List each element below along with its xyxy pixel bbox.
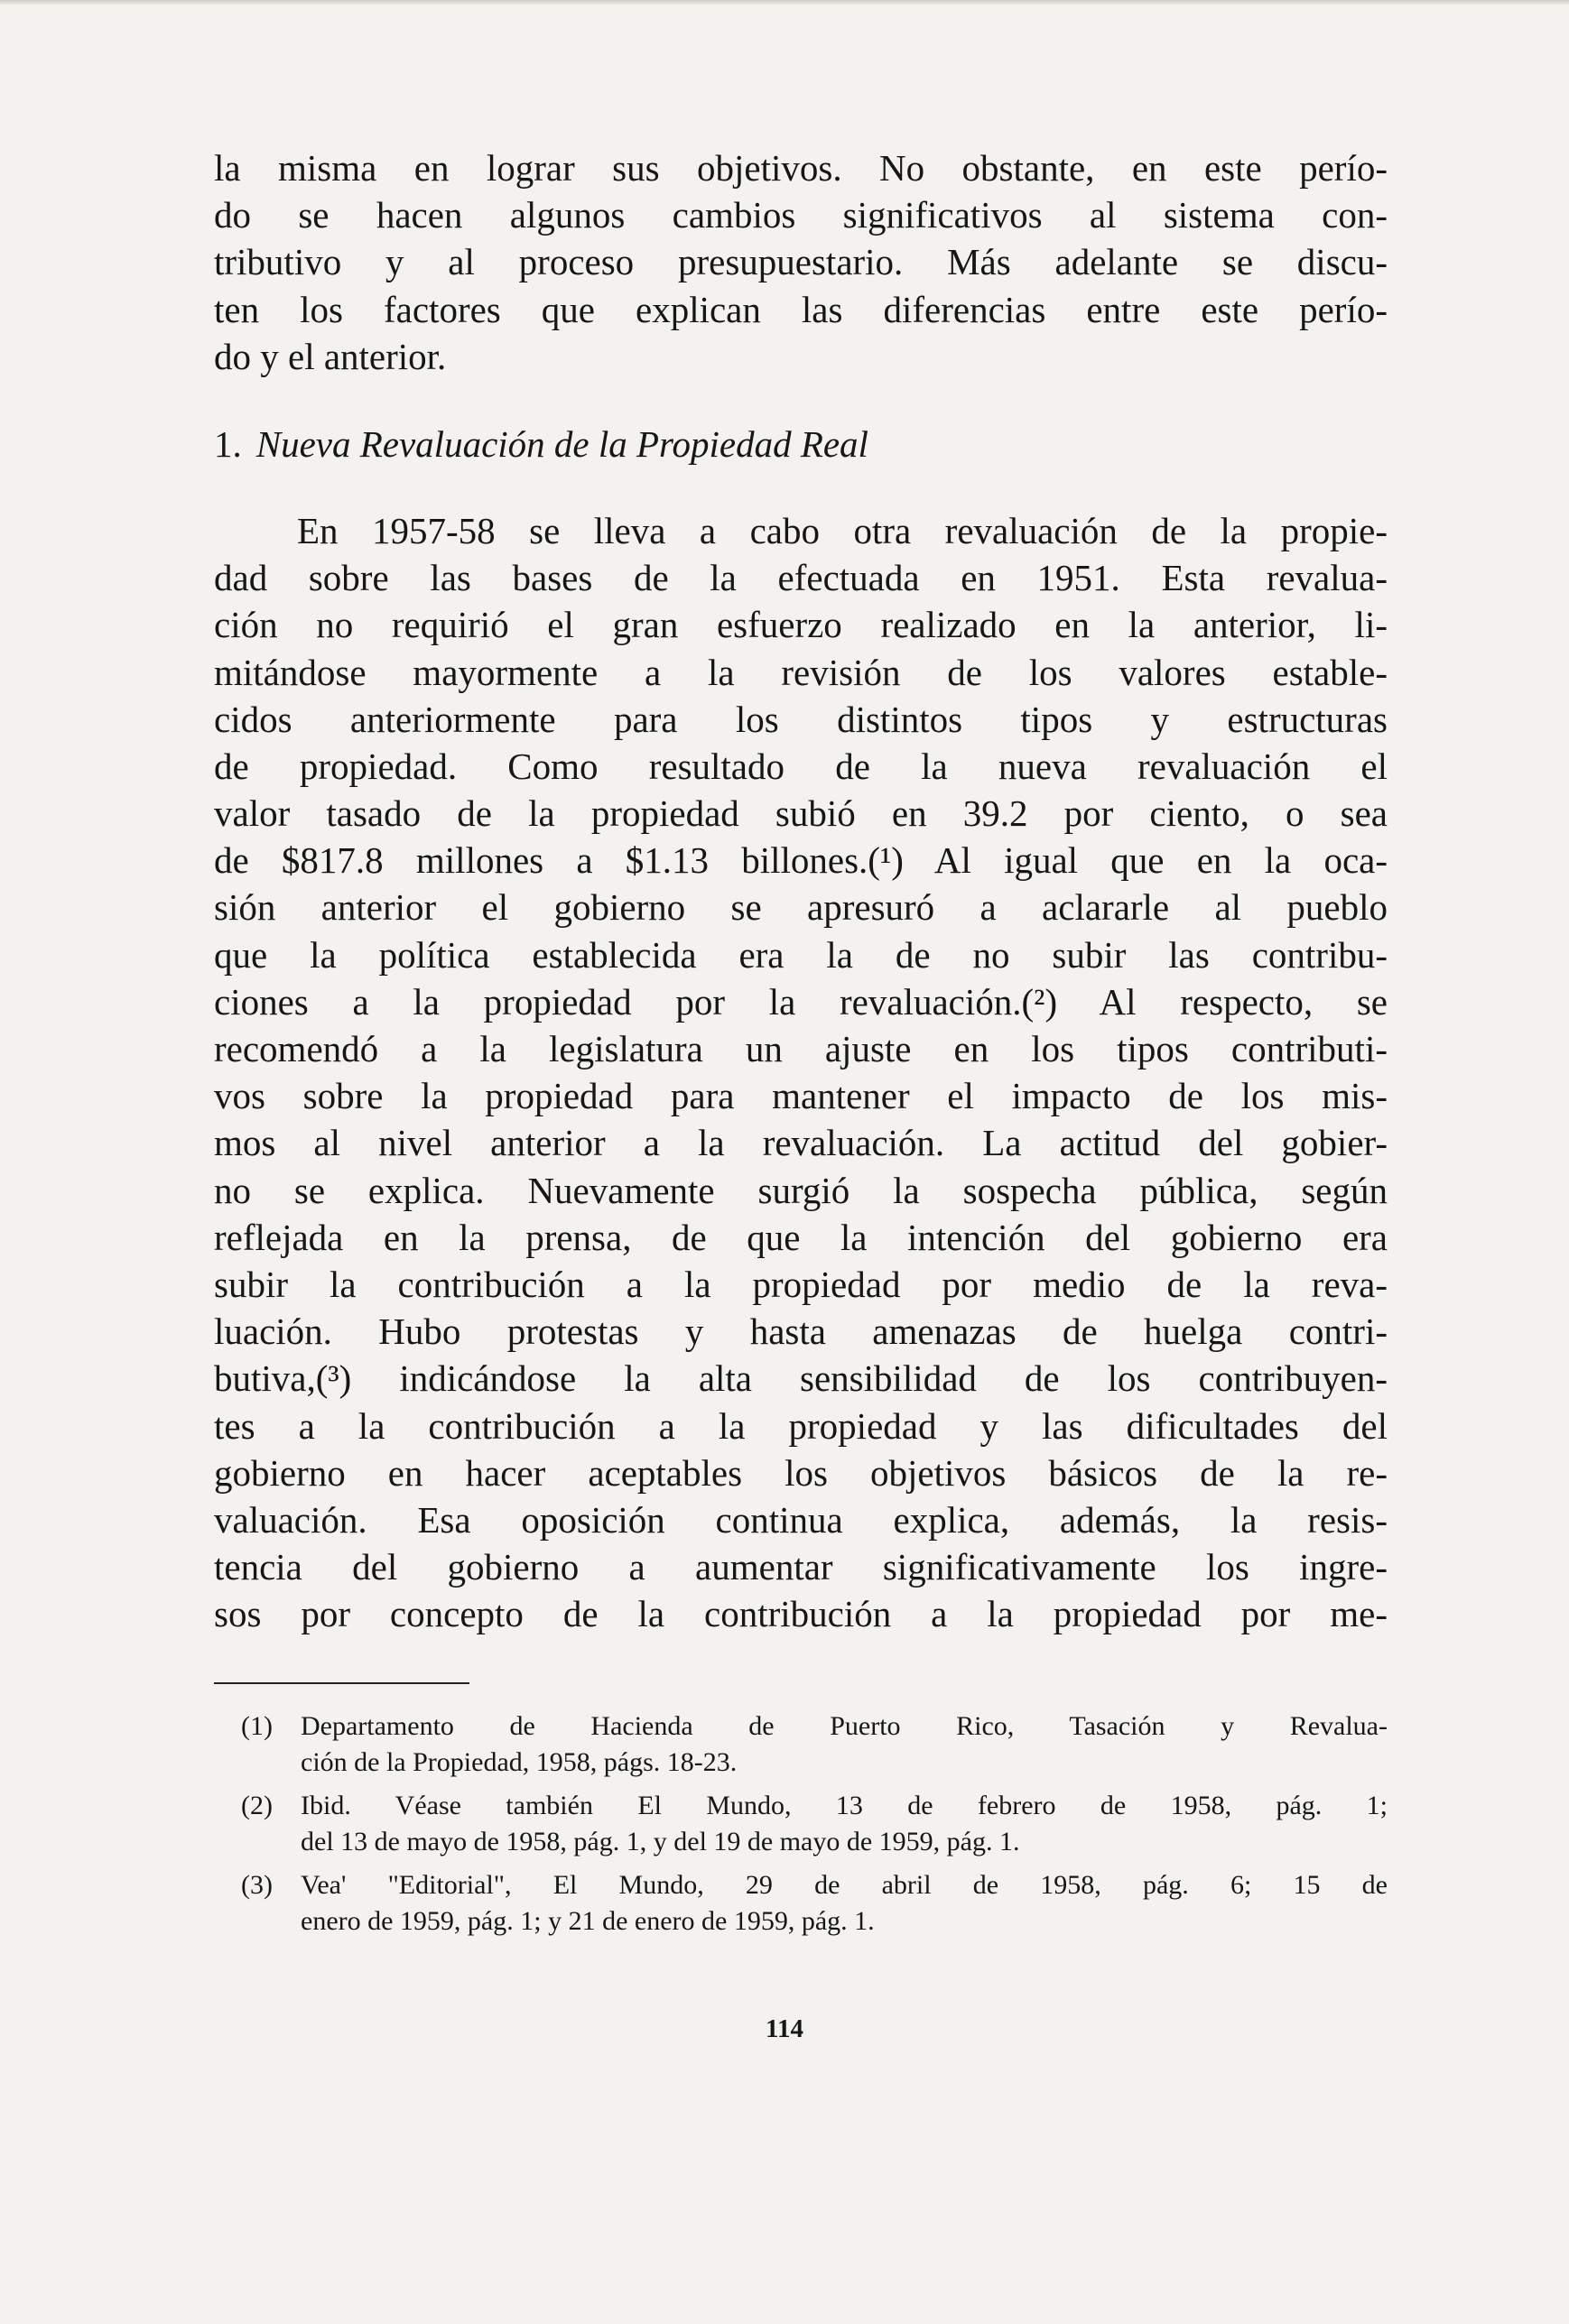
text-line: recomendó a la legislatura un ajuste en los tipos contributi- bbox=[214, 1028, 1388, 1069]
text-line: de $817.8 millones a $1.13 billones.(¹) Al igual que en la oca- bbox=[214, 839, 1388, 882]
section-title: Nueva Revaluación de la Propiedad Real bbox=[255, 422, 868, 465]
text-line: do y el anterior. bbox=[214, 335, 447, 377]
text-line: valuación. Esa oposición continua explica, además, la resis- bbox=[214, 1498, 1388, 1541]
footnote-line: Departamento de Hacienda de Puerto Rico, Tasación y Revalua- bbox=[301, 1711, 1388, 1741]
text-line: tributivo y al proceso presupuestario. Más adelante se discu- bbox=[214, 241, 1388, 283]
footnote bbox=[241, 1708, 1388, 1781]
text-line: de propiedad. Como resultado de la nueva revaluación el bbox=[214, 745, 1388, 787]
text-line: dad sobre las bases de la efectuada en 1951. Esta revalua- bbox=[214, 557, 1388, 599]
section-paragraph bbox=[214, 507, 1388, 1638]
text-line: butiva,(³) indicándose la alta sensibilidad de los contribuyen- bbox=[214, 1357, 1388, 1400]
footnote bbox=[241, 1867, 1388, 1940]
text-line: En 1957-58 se lleva a cabo otra revaluación de la propie- bbox=[297, 509, 1388, 551]
text-line: no se explica. Nuevamente surgió la sospecha pública, según bbox=[214, 1169, 1388, 1211]
footnote-line: ción de la Propiedad, 1958, págs. 18-23. bbox=[301, 1747, 738, 1777]
text-line: luación. Hubo protestas y hasta amenazas de huelga contri- bbox=[214, 1310, 1388, 1353]
text-line: tencia del gobierno a aumentar significativamente los ingre- bbox=[214, 1546, 1388, 1588]
footnote bbox=[241, 1788, 1388, 1860]
footnote-rule bbox=[214, 1682, 469, 1684]
page-top-edge bbox=[0, 0, 1569, 5]
intro-paragraph bbox=[214, 144, 1388, 380]
section-heading bbox=[214, 421, 1388, 468]
text-line: valor tasado de la propiedad subió en 39.2 por ciento, o sea bbox=[214, 792, 1388, 835]
text-line: subir la contribución a la propiedad por medio de la reva- bbox=[214, 1263, 1388, 1305]
main-text bbox=[214, 144, 1388, 1637]
text-line: sión anterior el gobierno se apresuró a aclararle al pueblo bbox=[214, 886, 1388, 929]
section-number: 1. bbox=[214, 422, 242, 465]
text-line: do se hacen algunos cambios significativos al sistema con- bbox=[214, 194, 1388, 236]
footnote-line: del 13 de mayo de 1958, pág. 1, y del 19 de mayo de 1959, pág. 1. bbox=[301, 1827, 1020, 1856]
footnote-number: (3) bbox=[241, 1870, 273, 1900]
text-line: mos al nivel anterior a la revaluación. La actitud del gobier- bbox=[214, 1122, 1388, 1164]
footnote-number: (2) bbox=[241, 1791, 273, 1820]
text-line: tes a la contribución a la propiedad y las dificultades del bbox=[214, 1404, 1388, 1447]
text-line: cidos anteriormente para los distintos tipos y estructuras bbox=[214, 698, 1388, 740]
page-number: 114 bbox=[766, 2014, 803, 2043]
text-line: ciones a la propiedad por la revaluación.(²) Al respecto, se bbox=[214, 980, 1388, 1023]
footnote-line: enero de 1959, pág. 1; y 21 de enero de 1959, pág. 1. bbox=[301, 1906, 875, 1936]
text-line: reflejada en la prensa, de que la intención del gobierno era bbox=[214, 1216, 1388, 1258]
text-line: gobierno en hacer aceptables los objetivos básicos de la re- bbox=[214, 1451, 1388, 1494]
text-line: que la política establecida era la de no subir las contribu- bbox=[214, 933, 1388, 976]
footnotes bbox=[241, 1708, 1388, 1947]
footnote-line: Vea' "Editorial", El Mundo, 29 de abril de 1958, pág. 6; 15 de bbox=[301, 1870, 1388, 1900]
text-line: ten los factores que explican las diferencias entre este perío- bbox=[214, 288, 1388, 330]
text-line: vos sobre la propiedad para mantener el impacto de los mis- bbox=[214, 1075, 1388, 1117]
footnote-number: (1) bbox=[241, 1711, 273, 1741]
footnote-line: Ibid. Véase también El Mundo, 13 de febrero de 1958, pág. 1; bbox=[301, 1791, 1388, 1820]
text-line: sos por concepto de la contribución a la propiedad por me- bbox=[214, 1593, 1388, 1635]
text-line: la misma en lograr sus objetivos. No obstante, en este perío- bbox=[214, 147, 1388, 189]
text-line: ción no requirió el gran esfuerzo realizado en la anterior, li- bbox=[214, 604, 1388, 646]
text-line: mitándose mayormente a la revisión de los valores estable- bbox=[214, 651, 1388, 693]
